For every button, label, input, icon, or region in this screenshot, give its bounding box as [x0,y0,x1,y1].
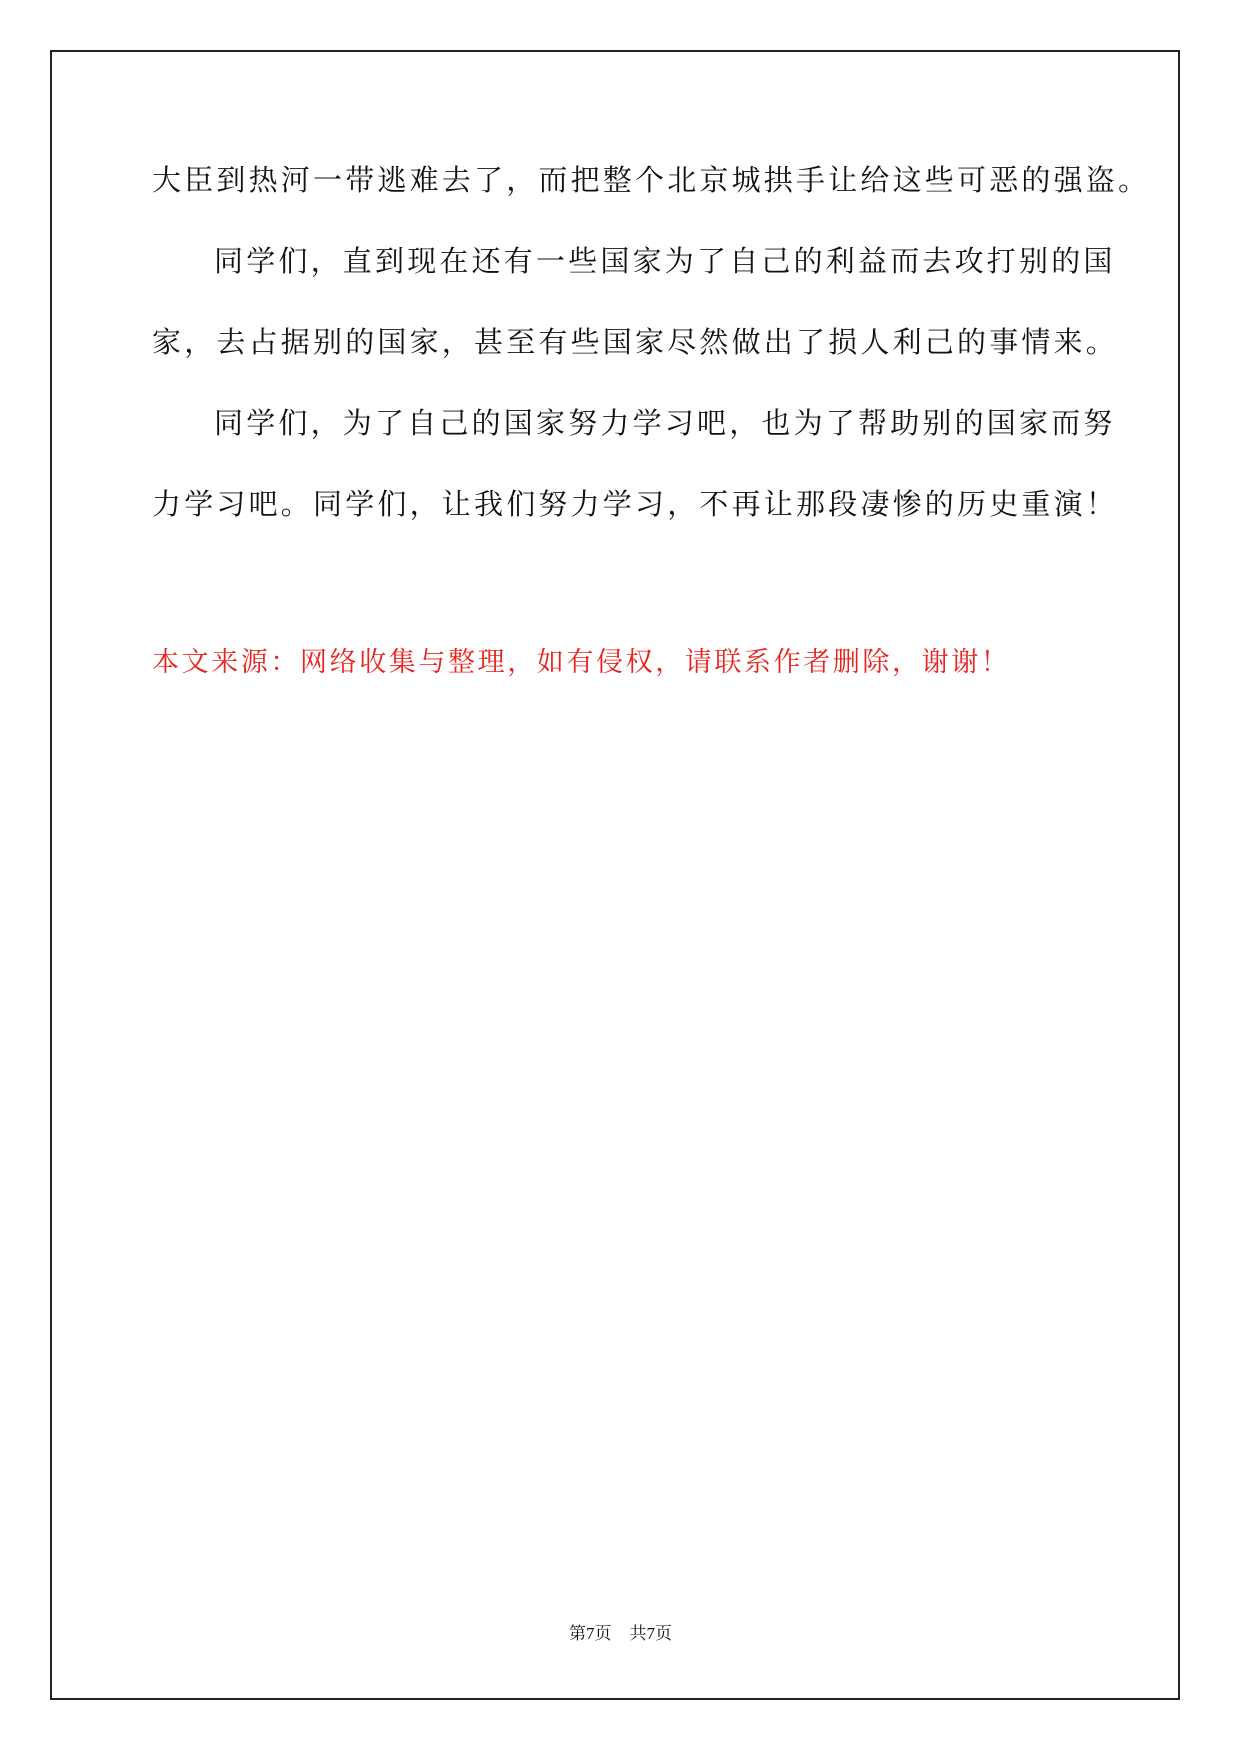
paragraph-2-line-2: 家，去占据别的国家，甚至有些国家尽然做出了损人利己的事情来。 [152,325,1119,359]
paragraph-2-line-1: 同学们，直到现在还有一些国家为了自己的利益而去攻打别的国 [214,244,1116,278]
page-border [50,50,1180,1700]
paragraph-3-line-1: 同学们，为了自己的国家努力学习吧，也为了帮助别的国家而努 [214,406,1116,440]
source-notice: 本文来源：网络收集与整理，如有侵权，请联系作者删除，谢谢！ [152,647,1011,678]
current-page-label: 第7页 [569,1624,612,1643]
total-pages-label: 共7页 [629,1624,672,1643]
page-footer [0,1622,1241,1646]
paragraph-3-line-2: 力学习吧。同学们，让我们努力学习，不再让那段凄惨的历史重演！ [152,487,1119,521]
paragraph-1-line-1: 大臣到热河一带逃难去了，而把整个北京城拱手让给这些可恶的强盗。 [152,163,1151,197]
